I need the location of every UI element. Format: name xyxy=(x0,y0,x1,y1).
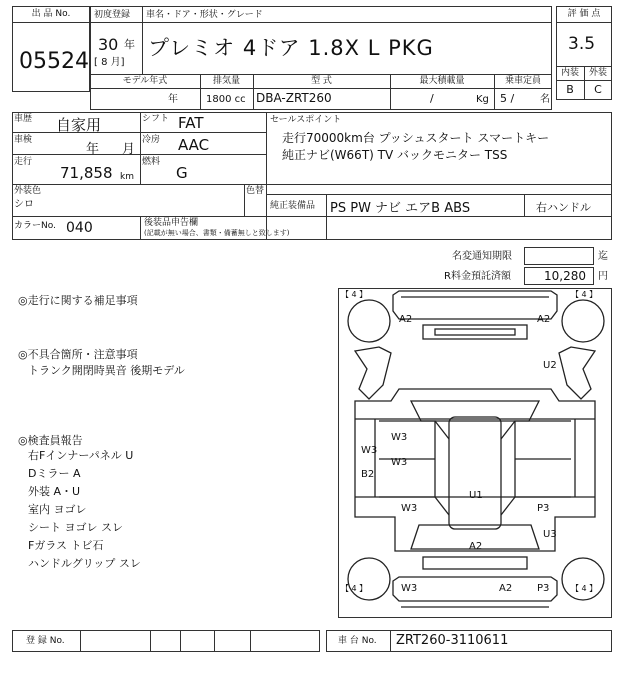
model-year-label: モデル年式 xyxy=(122,76,168,86)
score: 3.5 xyxy=(568,34,596,54)
tire-front-right: 【 4 】 xyxy=(571,290,598,299)
inspector-line: Dミラー A xyxy=(28,467,81,480)
aftermarket-note: (記載が無い場合、書類・備蓄無しと致します) xyxy=(144,229,290,237)
reg-month: [ 8 月] xyxy=(94,57,125,68)
front-bumper-outline xyxy=(393,291,557,319)
mark-left-front-door: W3 xyxy=(391,432,408,443)
max-load: / xyxy=(430,92,434,105)
mark-right-fender: U2 xyxy=(543,360,557,371)
fuel: G xyxy=(176,164,188,182)
displacement-label: 排気量 xyxy=(212,76,240,86)
chassis-number: ZRT260-3110611 xyxy=(396,633,509,648)
mark-front-bumper-left: A2 xyxy=(399,314,413,325)
fuel-label: 燃料 xyxy=(142,157,161,167)
reg-year-unit: 年 xyxy=(124,38,135,51)
capacity-label: 乗車定員 xyxy=(504,76,541,86)
inspector-report-title: ◎検査員報告 xyxy=(18,434,83,447)
inspector-line: 右Fインナーパネル U xyxy=(28,449,134,462)
exterior-grade: C xyxy=(594,83,602,96)
recycle-label: R料金預託済額 xyxy=(444,271,511,282)
car-name: プレミオ 4ドア 1.8X L PKG xyxy=(148,36,434,60)
mileage: 71,858 xyxy=(60,164,113,182)
capacity-unit: 名 xyxy=(540,94,550,105)
recycle-amount: 10,280 xyxy=(544,269,586,283)
tire-rear-right: 【 4 】 xyxy=(571,584,598,593)
mark-right-rear-door: P3 xyxy=(537,503,550,514)
max-load-label: 最大積載量 xyxy=(419,76,465,86)
defect-notes-text: トランク開閉時異音 後期モデル xyxy=(28,364,185,377)
recycle-unit: 円 xyxy=(598,271,608,282)
rear-bumper-outline xyxy=(393,577,557,601)
shift-label: シフト xyxy=(142,114,170,124)
mark-trunk: A2 xyxy=(469,541,483,552)
sales-point-label: セールスポイント xyxy=(270,115,342,125)
tire-rear-left: 【 4 】 xyxy=(341,584,368,593)
model-code-label: 型 式 xyxy=(311,76,332,86)
model-year-unit: 年 xyxy=(168,94,178,105)
mark-left-panel: B2 xyxy=(361,469,375,480)
recall-box xyxy=(524,247,594,265)
defect-notes-title: ◎不具合箇所・注意事項 xyxy=(18,348,138,361)
color-no: 040 xyxy=(66,220,93,236)
windshield xyxy=(411,401,539,421)
first-reg-label: 初度登録 xyxy=(94,10,131,20)
steering: 右ハンドル xyxy=(536,201,591,214)
mark-right-quarter: U3 xyxy=(543,529,557,540)
lot-number-label: 出 品 No. xyxy=(31,9,71,19)
aftermarket-label: 後装品申告欄 xyxy=(144,218,199,228)
inspection-month: 月 xyxy=(122,142,136,157)
equipment: PS PW ナビ エアB ABS xyxy=(330,201,471,216)
model-code: DBA-ZRT260 xyxy=(256,91,332,105)
driving-notes-title: ◎走行に関する補足事項 xyxy=(18,294,138,307)
registration-number-label: 登 録 No. xyxy=(26,636,65,646)
damage-diagram xyxy=(338,288,612,618)
left-front-fender xyxy=(355,347,391,399)
mark-front-bumper-right: A2 xyxy=(537,314,551,325)
lot-number-box xyxy=(12,6,90,92)
front-left-wheel xyxy=(348,300,390,342)
mark-left-rear-door-lower: W3 xyxy=(391,457,408,468)
front-grille xyxy=(423,325,527,339)
inspection-label: 車検 xyxy=(14,135,33,145)
interior-grade-label: 内装 xyxy=(560,68,579,78)
history: 自家用 xyxy=(56,116,102,134)
mark-left-sill: W3 xyxy=(401,503,418,514)
chassis-number-label: 車 台 No. xyxy=(338,636,377,646)
roof xyxy=(449,417,501,529)
lot-number: 05524 xyxy=(19,49,89,74)
car-outline-svg xyxy=(339,289,611,617)
recall-label: 名変通知期限 xyxy=(452,251,512,262)
mark-left-rear-door-upper: W3 xyxy=(361,445,378,456)
ac-label: 冷房 xyxy=(142,135,161,145)
name-label: 車名・ドア・形状・グレード xyxy=(146,10,263,20)
front-right-wheel xyxy=(562,300,604,342)
interior-grade: B xyxy=(566,83,574,96)
sales-point-line1: 走行70000km台 プッシュスタート スマートキー xyxy=(282,131,550,145)
color-change-label: 色替 xyxy=(246,186,265,196)
equipment-label: 純正装備品 xyxy=(270,201,316,211)
history-label: 車歴 xyxy=(14,114,33,124)
inspector-line: 室内 ヨゴレ xyxy=(28,503,87,516)
max-load-unit: Kg xyxy=(476,94,489,105)
reg-year: 30 xyxy=(98,35,119,54)
sales-point-line2: 純正ナビ(W66T) TV バックモニター TSS xyxy=(282,148,508,162)
recall-unit: 迄 xyxy=(598,251,608,262)
mark-rear-bumper-right: P3 xyxy=(537,583,550,594)
ext-color: シロ xyxy=(14,199,34,210)
tire-front-left: 【 4 】 xyxy=(341,290,368,299)
inspector-line: シート ヨゴレ スレ xyxy=(28,521,123,534)
right-front-fender xyxy=(559,347,595,399)
capacity: 5 / xyxy=(500,92,515,105)
mark-rear-bumper-left: W3 xyxy=(401,583,418,594)
ac: AAC xyxy=(178,136,210,154)
mark-roof: U1 xyxy=(469,490,483,501)
mark-rear-bumper-center: A2 xyxy=(499,583,513,594)
ext-color-label: 外装色 xyxy=(14,186,42,196)
score-label: 評 価 点 xyxy=(567,9,601,19)
displacement: 1800 cc xyxy=(206,94,246,105)
inspector-line: Fガラス トビ石 xyxy=(28,539,104,552)
inspector-line: ハンドルグリップ スレ xyxy=(28,557,141,570)
inspection-year: 年 xyxy=(86,142,100,157)
body-outline xyxy=(355,389,595,551)
inspector-line: 外装 A・U xyxy=(28,485,81,498)
color-no-label: カラーNo. xyxy=(14,221,56,231)
mileage-label: 走行 xyxy=(14,157,33,167)
mileage-unit: km xyxy=(120,172,134,182)
shift: FAT xyxy=(178,114,204,132)
exterior-grade-label: 外装 xyxy=(588,68,607,78)
